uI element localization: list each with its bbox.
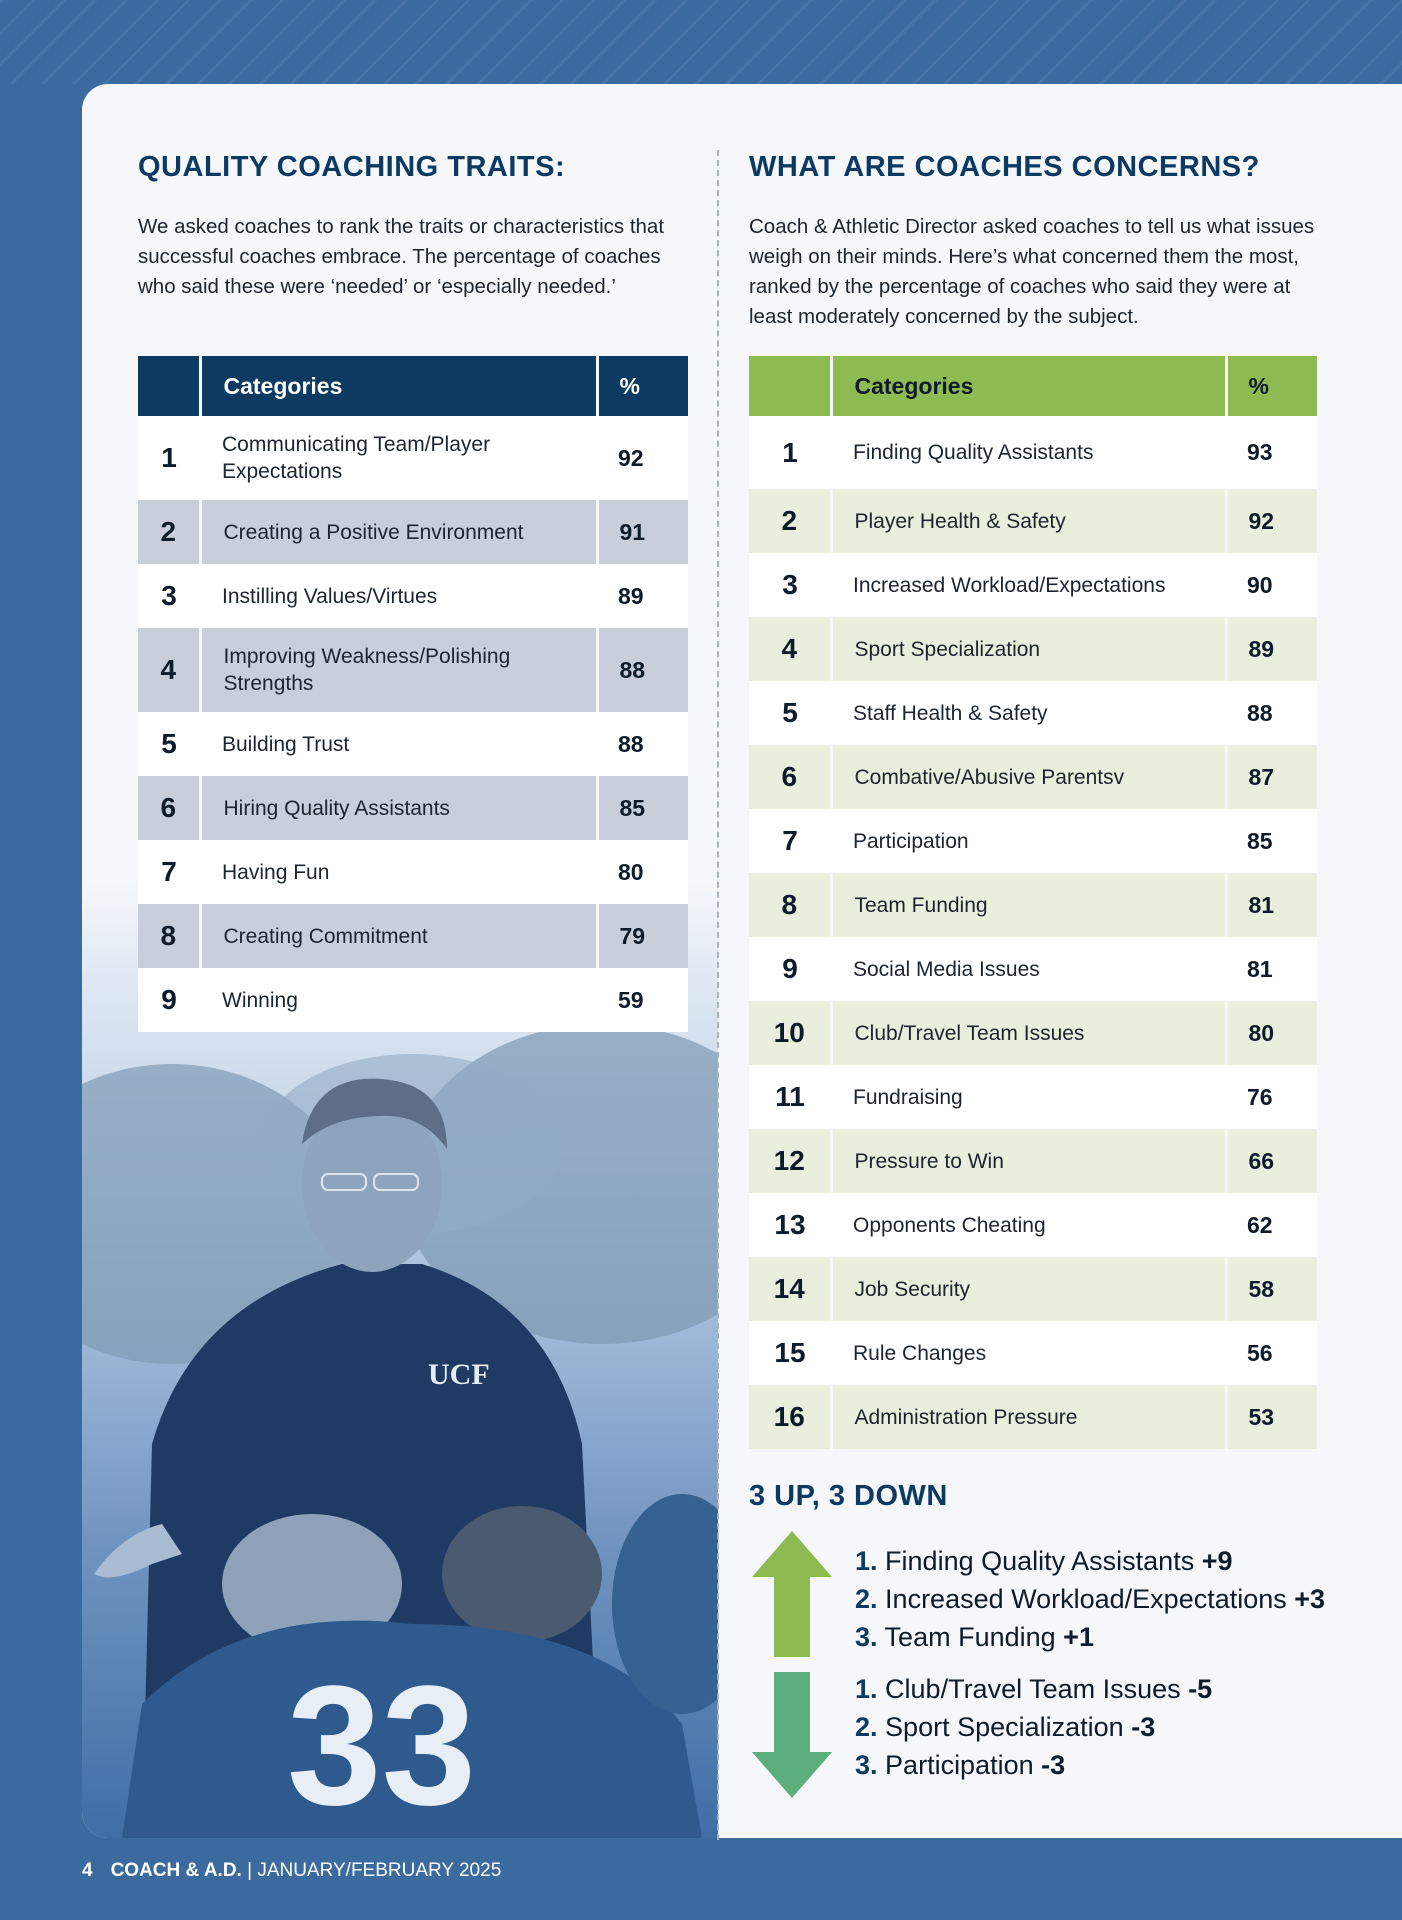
concerns-pct: 89: [1226, 617, 1317, 681]
concerns-row: [749, 937, 1317, 1001]
concerns-rank: 5: [749, 681, 831, 745]
concerns-header-category: Categories: [831, 356, 1226, 416]
concerns-row: [749, 553, 1317, 617]
concerns-rank: 7: [749, 809, 831, 873]
page-number: 4: [82, 1860, 93, 1881]
traits-row: [138, 416, 688, 500]
concerns-pct: 62: [1226, 1193, 1317, 1257]
concerns-category: Participation: [831, 809, 1226, 873]
traits-category: Communicating Team/Player Expectations: [200, 416, 597, 500]
updown-title: 3 UP, 3 DOWN: [749, 1480, 948, 1512]
traits-category: Hiring Quality Assistants: [200, 776, 597, 840]
traits-row: [138, 500, 688, 564]
traits-row: [138, 564, 688, 628]
concerns-rank: 13: [749, 1193, 831, 1257]
traits-pct: 92: [597, 416, 688, 500]
header-stripes: [0, 0, 1402, 84]
concerns-row: [749, 873, 1317, 937]
traits-pct: 89: [597, 564, 688, 628]
traits-title: QUALITY COACHING TRAITS:: [138, 151, 566, 183]
concerns-header-pct: %: [1226, 356, 1317, 416]
concerns-rank: 2: [749, 489, 831, 553]
traits-header-pct: %: [597, 356, 688, 416]
concerns-category: Staff Health & Safety: [831, 681, 1226, 745]
photo-jersey-number: 33: [287, 1651, 477, 1838]
traits-header-category: Categories: [200, 356, 597, 416]
concerns-category: Club/Travel Team Issues: [831, 1001, 1226, 1065]
concerns-row: [749, 489, 1317, 553]
traits-row: [138, 712, 688, 776]
down-item: 1. Club/Travel Team Issues -5: [855, 1674, 1213, 1704]
down-item: 3. Participation -3: [855, 1750, 1066, 1780]
up-list: [855, 1542, 1325, 1656]
concerns-row: [749, 416, 1317, 489]
concerns-category: Finding Quality Assistants: [831, 416, 1226, 489]
concerns-pct: 90: [1226, 553, 1317, 617]
concerns-category: Opponents Cheating: [831, 1193, 1226, 1257]
concerns-title: WHAT ARE COACHES CONCERNS?: [749, 151, 1260, 183]
traits-row: [138, 904, 688, 968]
concerns-pct: 81: [1226, 937, 1317, 1001]
up-arrow-icon: [752, 1531, 832, 1657]
footer-issue: | JANUARY/FEBRUARY 2025: [241, 1860, 502, 1881]
traits-category: Having Fun: [200, 840, 597, 904]
traits-row: [138, 628, 688, 712]
down-list: [855, 1670, 1212, 1784]
traits-pct: 85: [597, 776, 688, 840]
concerns-pct: 56: [1226, 1321, 1317, 1385]
concerns-category: Team Funding: [831, 873, 1226, 937]
traits-pct: 88: [597, 628, 688, 712]
concerns-category: Combative/Abusive Parentsv: [831, 745, 1226, 809]
traits-category: Winning: [200, 968, 597, 1032]
traits-header-rank: [138, 356, 200, 416]
concerns-rank: 9: [749, 937, 831, 1001]
traits-rank: 8: [138, 904, 200, 968]
concerns-rank: 3: [749, 553, 831, 617]
concerns-rank: 10: [749, 1001, 831, 1065]
up-item: 1. Finding Quality Assistants +9: [855, 1546, 1233, 1576]
concerns-pct: 87: [1226, 745, 1317, 809]
traits-intro: We asked coaches to rank the traits or characteristics that successful coaches embrace. The percentage of coaches who said these were ‘needed’ or ‘especially needed.’: [138, 215, 665, 298]
concerns-row: [749, 681, 1317, 745]
page-footer: [82, 1860, 501, 1882]
concerns-row: [749, 1257, 1317, 1321]
concerns-category: Player Health & Safety: [831, 489, 1226, 553]
concerns-pct: 58: [1226, 1257, 1317, 1321]
up-item: 3. Team Funding +1: [855, 1622, 1094, 1652]
traits-pct: 91: [597, 500, 688, 564]
traits-pct: 88: [597, 712, 688, 776]
concerns-pct: 80: [1226, 1001, 1317, 1065]
concerns-header-rank: [749, 356, 831, 416]
traits-table: [138, 356, 688, 1032]
concerns-category: Sport Specialization: [831, 617, 1226, 681]
concerns-rank: 11: [749, 1065, 831, 1129]
concerns-row: [749, 1385, 1317, 1449]
concerns-row: [749, 809, 1317, 873]
concerns-row: [749, 1129, 1317, 1193]
concerns-category: Rule Changes: [831, 1321, 1226, 1385]
up-item: 2. Increased Workload/Expectations +3: [855, 1584, 1326, 1614]
concerns-row: [749, 1193, 1317, 1257]
traits-pct: 79: [597, 904, 688, 968]
concerns-pct: 76: [1226, 1065, 1317, 1129]
footer-brand: COACH & A.D.: [110, 1860, 242, 1881]
concerns-row: [749, 1321, 1317, 1385]
traits-rank: 6: [138, 776, 200, 840]
traits-rank: 4: [138, 628, 200, 712]
traits-category: Creating a Positive Environment: [200, 500, 597, 564]
concerns-rank: 4: [749, 617, 831, 681]
concerns-rank: 6: [749, 745, 831, 809]
concerns-pct: 66: [1226, 1129, 1317, 1193]
concerns-header-row: [749, 356, 1317, 416]
traits-rank: 5: [138, 712, 200, 776]
traits-row: [138, 968, 688, 1032]
concerns-row: [749, 1065, 1317, 1129]
traits-category: Creating Commitment: [200, 904, 597, 968]
concerns-rank: 15: [749, 1321, 831, 1385]
concerns-category: Increased Workload/Expectations: [831, 553, 1226, 617]
traits-rank: 9: [138, 968, 200, 1032]
concerns-row: [749, 617, 1317, 681]
concerns-pct: 93: [1226, 416, 1317, 489]
concerns-pct: 92: [1226, 489, 1317, 553]
concerns-category: Job Security: [831, 1257, 1226, 1321]
concerns-table: [749, 356, 1317, 1449]
traits-pct: 80: [597, 840, 688, 904]
concerns-rank: 1: [749, 416, 831, 489]
traits-rank: 7: [138, 840, 200, 904]
down-arrow-icon: [752, 1672, 832, 1798]
traits-row: [138, 776, 688, 840]
concerns-intro: Coach & Athletic Director asked coaches to tell us what issues weigh on their minds. Here’s what concerned them the most, ranked by the percentage of coaches who said they were at least moderately concerned by the subject.: [749, 215, 1315, 328]
traits-rank: 1: [138, 416, 200, 500]
traits-pct: 59: [597, 968, 688, 1032]
traits-rank: 2: [138, 500, 200, 564]
concerns-pct: 81: [1226, 873, 1317, 937]
traits-rank: 3: [138, 564, 200, 628]
down-item: 2. Sport Specialization -3: [855, 1712, 1156, 1742]
concerns-rank: 8: [749, 873, 831, 937]
concerns-category: Social Media Issues: [831, 937, 1226, 1001]
concerns-rank: 12: [749, 1129, 831, 1193]
traits-category: Improving Weakness/Polishing Strengths: [200, 628, 597, 712]
concerns-category: Fundraising: [831, 1065, 1226, 1129]
concerns-row: [749, 1001, 1317, 1065]
column-divider: [717, 150, 719, 1840]
photo-logo-text: UCF: [428, 1358, 490, 1391]
concerns-pct: 88: [1226, 681, 1317, 745]
traits-header-row: [138, 356, 688, 416]
concerns-rank: 16: [749, 1385, 831, 1449]
traits-row: [138, 840, 688, 904]
traits-category: Building Trust: [200, 712, 597, 776]
concerns-pct: 85: [1226, 809, 1317, 873]
concerns-rank: 14: [749, 1257, 831, 1321]
concerns-row: [749, 745, 1317, 809]
traits-category: Instilling Values/Virtues: [200, 564, 597, 628]
concerns-pct: 53: [1226, 1385, 1317, 1449]
concerns-category: Pressure to Win: [831, 1129, 1226, 1193]
concerns-category: Administration Pressure: [831, 1385, 1226, 1449]
